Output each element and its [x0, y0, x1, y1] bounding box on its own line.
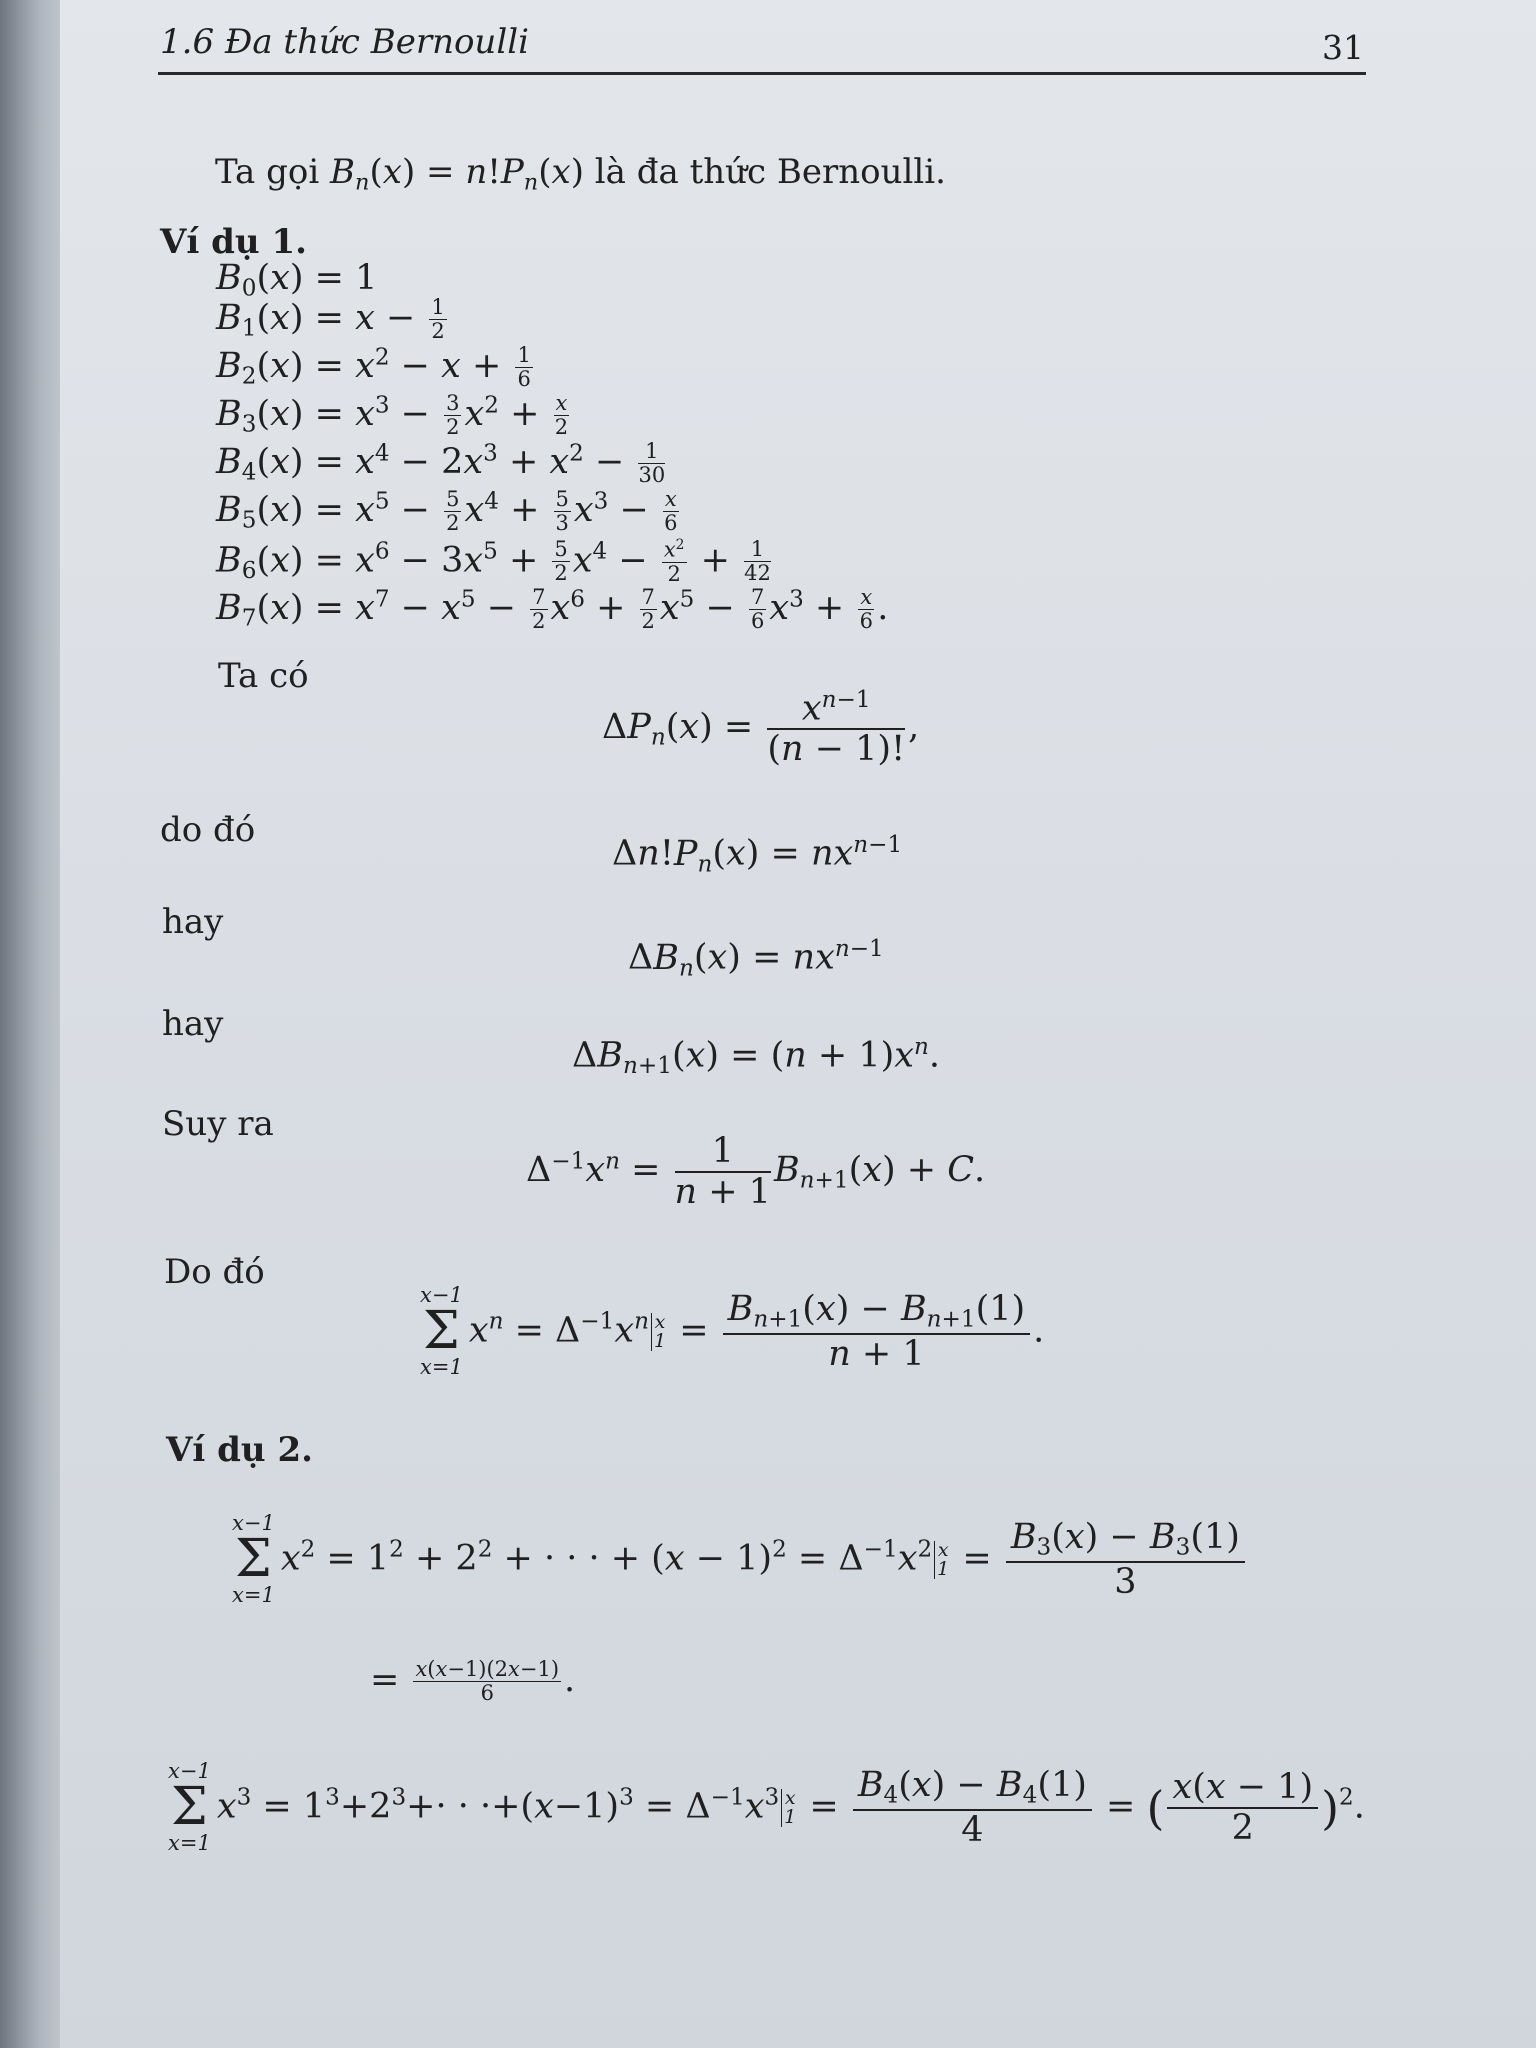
bernoulli-b2: $B_2(x) = x^2 - x$ + $\frac{1}{6}$: [216, 343, 531, 392]
bernoulli-b1: $B_1(x) = x$ − $\frac{1}{2}$: [216, 295, 445, 344]
sum-cubes-equation: x−1 Σ x=1 $x^3 = 1^3+2^3+\cdot \cdot \cdot+(x-1)^3 = \Delta^{-1}x^3$ x 1 = $\frac{B_4(x) - B_4(1)}{4}$ = ( $\frac{x(x - 1)}{2}$ )$^2$.: [168, 1759, 1365, 1856]
bernoulli-b4: $B_4(x) = x^4 - 2x^3 + x^2$ − $\frac{1}{30}$: [216, 439, 666, 488]
do-do-label: do đó: [160, 810, 256, 850]
delta-pn-equation: $\Delta P_n(x)$ = $\frac{x^{n-1}}{(n - 1)!}$ ,: [602, 687, 920, 770]
inverse-delta-equation: $\Delta^{-1}x^n$ = $\frac{1}{n + 1}$ $B_{n+1}(x) + C$.: [526, 1131, 986, 1212]
delta-npn-equation: $\Delta n!P_n(x) = nx^{n-1}$: [612, 832, 903, 878]
bernoulli-b3: $B_3(x) = x^3$ − $\frac{3}{2}$ $x^2$ + $\frac{x}{2}$: [216, 391, 569, 440]
example-2-label: Ví dụ 2.: [166, 1430, 313, 1470]
page-number: 31: [1322, 28, 1364, 67]
delta-bn1-equation: $\Delta B_{n+1}(x) = (n + 1)x^n$.: [572, 1034, 941, 1080]
suy-ra-label: Suy ra: [162, 1104, 274, 1144]
bernoulli-b0: $B_0(x) = 1$: [216, 258, 378, 302]
delta-bn-equation: $\Delta B_n(x) = nx^{n-1}$: [628, 936, 884, 982]
bernoulli-b6: $B_6(x) = x^6 - 3x^5$ + $\frac{5}{2}$ $x^4$ − $\frac{x^2}{2}$ + $\frac{1}{42}$: [216, 537, 771, 586]
sum-power-equation: x−1 Σ x=1 $x^n = \Delta^{-1}x^n$ x 1 = $\frac{B_{n+1}(x) - B_{n+1}(1)}{n + 1}$ .: [420, 1283, 1045, 1380]
section-title: 1.6 Đa thức Bernoulli: [160, 22, 529, 62]
bernoulli-b7: $B_7(x) = x^7 - x^5$ − $\frac{7}{2}$ $x^6$ + $\frac{7}{2}$ $x^5$ − $\frac{7}{6}$ $x^3$ + $\frac{x}{6}$ .: [216, 585, 889, 634]
do-do-upper-label: Do đó: [164, 1252, 265, 1292]
sum-squares-equation: x−1 Σ x=1 $x^2 = 1^2 + 2^2$ + · · · + $(x - 1)^2 = \Delta^{-1}x^2$ x 1 = $\frac{B_3(x) - B_3(1)}{3}$: [232, 1512, 1248, 1608]
hay-label-1: hay: [162, 902, 224, 942]
intro-sentence: Ta gọi $B_n(x) = n!P_n(x)$ là đa thức Bernoulli.: [215, 152, 946, 196]
ta-co-label: Ta có: [218, 656, 309, 696]
hay-label-2: hay: [162, 1004, 224, 1044]
bernoulli-b5: $B_5(x) = x^5$ − $\frac{5}{2}$ $x^4$ + $\frac{5}{3}$ $x^3$ − $\frac{x}{6}$: [216, 487, 678, 536]
sum-squares-result: = $\frac{x(x-1)(2x-1)}{6}$ .: [370, 1657, 576, 1706]
example-1-label: Ví dụ 1.: [160, 222, 307, 262]
header-rule: [158, 72, 1366, 75]
